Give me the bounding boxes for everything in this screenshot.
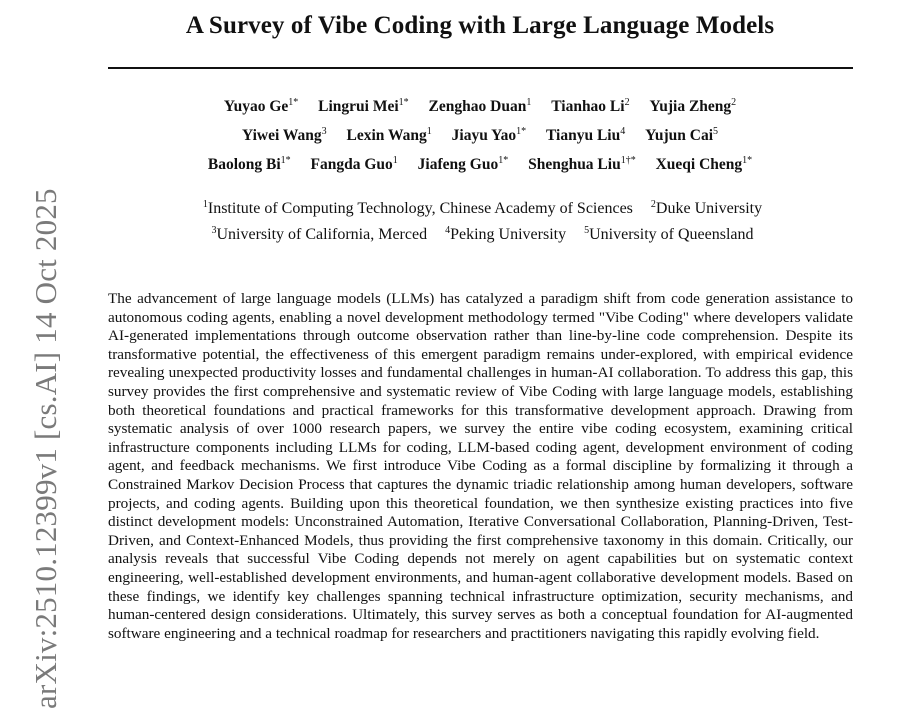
affiliation: $^2$Duke University	[650, 199, 763, 217]
author: Lexin Wang$^1$	[346, 126, 432, 144]
author-line	[110, 150, 850, 179]
affiliation: $^5$University of Queensland	[584, 225, 754, 243]
author: Lingrui Mei$^{1*}$	[318, 97, 409, 115]
affiliation-line	[110, 222, 855, 248]
author-list	[110, 92, 850, 179]
title-divider	[108, 67, 853, 69]
arxiv-identifier-stamp: arXiv:2510.12399v1 [cs.AI] 14 Oct 2025	[28, 188, 63, 709]
abstract-paragraph: The advancement of large language models (LLMs) has catalyzed a paradigm shift from code generation assistance to autonomous coding agents, enabling a novel development methodology termed "Vibe Coding" where developers validate AI-generated implementations through outcome observation rather than line-by-line code comprehension. Despite its transformative potential, the effectiveness of this emergent paradigm remains under-explored, with empirical evidence revealing unexpected productivity losses and fundamental challenges in human-AI collaboration. To address this gap, this survey provides the first comprehensive and systematic review of Vibe Coding with large language models, establishing both theoretical foundations and practical frameworks for this transformative development approach. Drawing from systematic analysis of over 1000 research papers, we survey the entire vibe coding ecosystem, examining critical infrastructure components including LLMs for coding, LLM-based coding agent, development environment of coding agent, and feedback mechanisms. We first introduce Vibe Coding as a formal discipline by formalizing it through a Constrained Markov Decision Process that captures the dynamic triadic relationship among human developers, software projects, and coding agents. Building upon this theoretical foundation, we then synthesize existing practices into five distinct development models: Unconstrained Automation, Iterative Conversational Collaboration, Planning-Driven, Test-Driven, and Context-Enhanced Models, thus providing the first comprehensive taxonomy in this domain. Critically, our analysis reveals that successful Vibe Coding depends not merely on agent capabilities but on systematic context engineering, well-established development environments, and human-agent collaborative development models. Based on these findings, we identify key challenges spanning technical infrastructure optimization, security mechanisms, and human-centered design considerations. Ultimately, this survey serves as both a conceptual foundation for AI-augmented software engineering and a technical roadmap for researchers and practitioners navigating this rapidly evolving field.	[108, 290, 853, 642]
affiliation: $^4$Peking University	[445, 225, 567, 243]
author: Zenghao Duan$^1$	[428, 97, 532, 115]
affiliation-line	[110, 196, 855, 222]
author: Baolong $Bi^{1*}$	[207, 155, 291, 173]
author: Xueqi Cheng$^{1*}$	[655, 155, 753, 173]
author: Yuyao $Ge^{1*}$	[223, 97, 299, 115]
author: Yiwei Wang$^3$	[241, 126, 327, 144]
affiliation: $^3$University of California, Merced	[211, 225, 428, 243]
author: Jiafeng Guo$^{1*}$	[417, 155, 509, 173]
author: Yujun Cai$^5$	[645, 126, 719, 144]
affiliation: $^1$Institute of Computing Technology, Chinese Academy of Sciences	[202, 199, 633, 217]
paper-title: A Survey of Vibe Coding with Large Language Models	[185, 12, 775, 39]
affiliation-list	[110, 196, 855, 248]
author: Fangda Guo$^1$	[310, 155, 398, 173]
author: Yujia Zheng$^2$	[649, 97, 737, 115]
author: Tianhao Li$^2$	[551, 97, 630, 115]
author-line	[110, 121, 850, 150]
author-line	[110, 92, 850, 121]
author: Shenghua Liu$^{1\dagger*}$	[528, 155, 636, 173]
author: Tianyu Liu$^4$	[545, 126, 626, 144]
author: Jiayu Yao$^{1*}$	[451, 126, 527, 144]
